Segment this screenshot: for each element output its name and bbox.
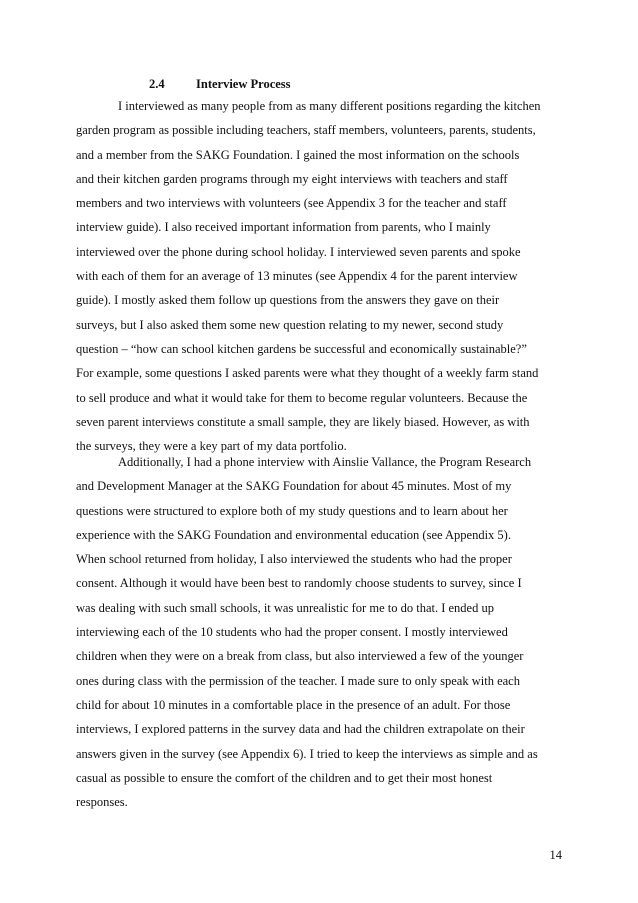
paragraph-line: to sell produce and what it would take for them to become regular volunteers. Because the <box>76 390 528 405</box>
paragraph-line: interview guide). I also received important information from parents, who I mainly <box>76 220 491 235</box>
paragraph-line: interviews, I explored patterns in the survey data and had the children extrapolate on their <box>76 722 525 737</box>
paragraph-line: Additionally, I had a phone interview with Ainslie Vallance, the Program Research <box>118 455 532 469</box>
paragraph-line: I interviewed as many people from as many different positions regarding the kitchen <box>118 99 541 113</box>
paragraph-line: and a member from the SAKG Foundation. I gained the most information on the schools <box>76 147 520 162</box>
paragraph-line: question – “how can school kitchen gardens be successful and economically sustainable?” <box>76 341 527 356</box>
paragraph-line: For example, some questions I asked parents were what they thought of a weekly farm stand <box>76 366 539 381</box>
paragraph-line: experience with the SAKG Foundation and environmental education (see Appendix 5). <box>76 527 511 542</box>
paragraph-line: the surveys, they were a key part of my data portfolio. <box>76 439 347 454</box>
paragraph-line: casual as possible to ensure the comfort of the children and to get their most honest <box>76 770 493 785</box>
paragraph-line: ones during class with the permission of the teacher. I made sure to only speak with each <box>76 673 520 688</box>
paragraph-line: interviewed over the phone during school holiday. I interviewed seven parents and spoke <box>76 244 521 259</box>
paragraph-line: seven parent interviews constitute a small sample, they are likely biased. However, as with <box>76 414 530 429</box>
paragraph-1 <box>76 94 562 458</box>
section-number: 2.4 <box>149 77 165 91</box>
paragraph-line: and their kitchen garden programs through my eight interviews with teachers and staff <box>76 171 508 186</box>
paragraph-line: When school returned from holiday, I also interviewed the students who had the proper <box>76 552 512 567</box>
paragraph-line: responses. <box>76 795 128 810</box>
paragraph-line: consent. Although it would have been best to randomly choose students to survey, since I <box>76 576 522 591</box>
paragraph-line: members and two interviews with volunteers (see Appendix 3 for the teacher and staff <box>76 196 507 211</box>
page-number: 14 <box>549 848 562 862</box>
section-heading <box>149 76 291 92</box>
paragraph-line: guide). I mostly asked them follow up questions from the answers they gave on their <box>76 293 500 308</box>
paragraph-2 <box>76 450 562 814</box>
paragraph-line: interviewing each of the 10 students who had the proper consent. I mostly interviewed <box>76 625 508 640</box>
paragraph-line: children when they were on a break from class, but also interviewed a few of the younger <box>76 649 524 664</box>
paragraph-line: garden program as possible including teachers, staff members, volunteers, parents, students, <box>76 123 536 138</box>
paragraph-line: and Development Manager at the SAKG Foundation for about 45 minutes. Most of my <box>76 479 512 494</box>
paragraph-line: child for about 10 minutes in a comfortable place in the presence of an adult. For those <box>76 697 511 712</box>
paragraph-line: answers given in the survey (see Appendix 6). I tried to keep the interviews as simple and as <box>76 746 538 761</box>
section-title: Interview Process <box>196 77 291 91</box>
paragraph-line: with each of them for an average of 13 minutes (see Appendix 4 for the parent interview <box>76 269 518 284</box>
paragraph-line: was dealing with such small schools, it was unrealistic for me to do that. I ended up <box>76 600 494 615</box>
paragraph-line: surveys, but I also asked them some new question relating to my newer, second study <box>76 317 504 332</box>
paragraph-line: questions were structured to explore both of my study questions and to learn about her <box>76 503 508 518</box>
